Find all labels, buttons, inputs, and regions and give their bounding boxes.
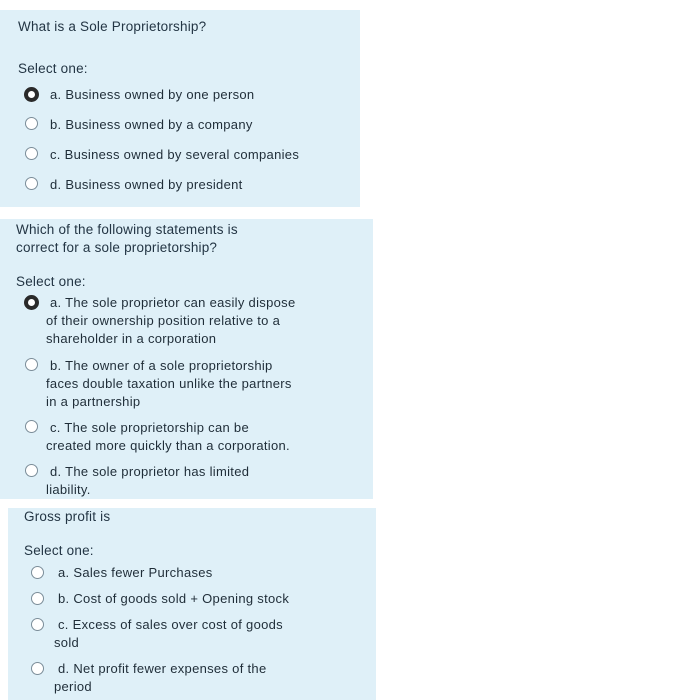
- option-b-label: b. Cost of goods sold + Opening stock: [58, 591, 290, 606]
- select-one-label: Select one:: [24, 543, 94, 558]
- radio-option-c[interactable]: [31, 618, 44, 631]
- radio-option-b[interactable]: [31, 592, 44, 605]
- select-one-label: Select one:: [18, 61, 88, 76]
- question-text: Which of the following statements is correct for a sole proprietorship?: [16, 222, 238, 255]
- radio-option-c[interactable]: [25, 147, 38, 160]
- option-a-label: a. The sole proprietor can easily dispose of their ownership position relative to a shareholder in a corporation: [46, 295, 296, 346]
- option-c-label: c. Excess of sales over cost of goods sold: [54, 617, 283, 650]
- option-c-label: c. Business owned by several companies: [50, 147, 300, 162]
- radio-option-c[interactable]: [25, 420, 38, 433]
- radio-option-a[interactable]: [24, 295, 39, 310]
- question-card-3: [8, 508, 376, 700]
- radio-option-a[interactable]: [31, 566, 44, 579]
- radio-option-d[interactable]: [25, 464, 38, 477]
- option-d-label: d. Business owned by president: [50, 177, 243, 192]
- radio-option-d[interactable]: [25, 177, 38, 190]
- option-b-label: b. The owner of a sole proprietorship faces double taxation unlike the partners in a partnership: [46, 358, 292, 409]
- radio-option-b[interactable]: [25, 358, 38, 371]
- option-d-label: d. The sole proprietor has limited liability.: [46, 464, 250, 497]
- option-a-label: a. Sales fewer Purchases: [58, 565, 213, 580]
- radio-option-a[interactable]: [24, 87, 39, 102]
- question-text: Gross profit is: [24, 509, 111, 524]
- option-c-label: c. The sole proprietorship can be created more quickly than a corporation.: [46, 420, 290, 453]
- radio-option-b[interactable]: [25, 117, 38, 130]
- option-a-label: a. Business owned by one person: [50, 87, 255, 102]
- question-card-2: [0, 219, 373, 499]
- option-b-label: b. Business owned by a company: [50, 117, 253, 132]
- select-one-label: Select one:: [16, 274, 86, 289]
- radio-option-d[interactable]: [31, 662, 44, 675]
- option-d-label: d. Net profit fewer expenses of the period: [54, 661, 267, 694]
- question-text: What is a Sole Proprietorship?: [18, 19, 207, 34]
- question-card-1: [0, 10, 360, 207]
